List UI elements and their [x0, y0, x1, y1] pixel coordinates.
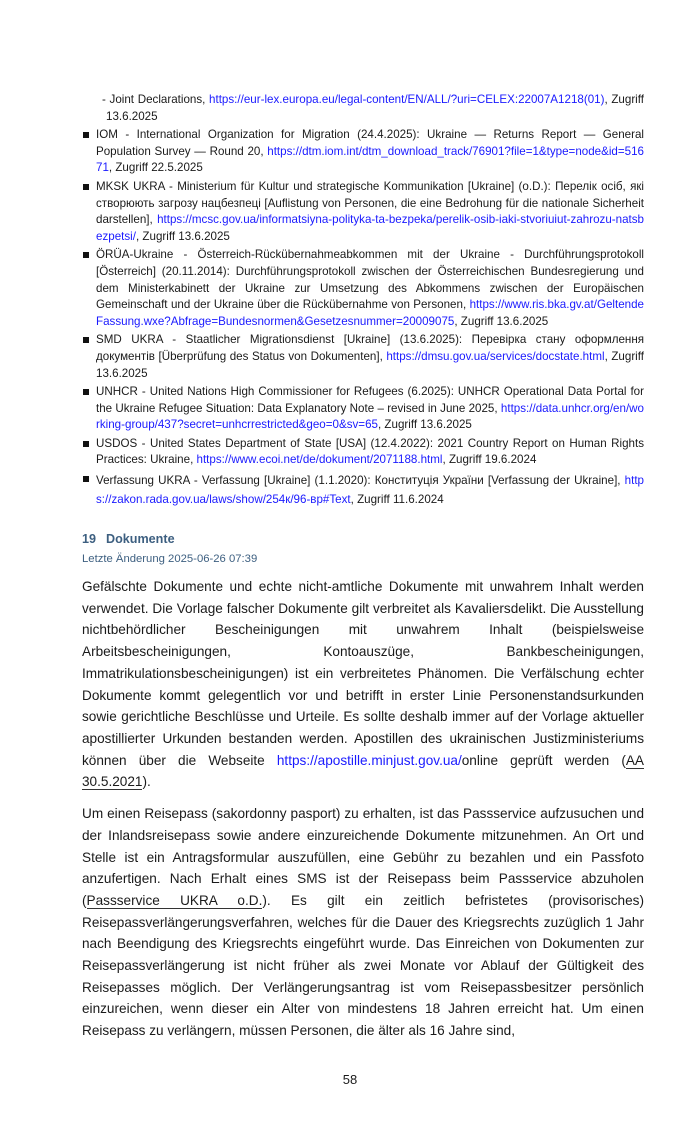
reference-text: - Joint Declarations,: [102, 93, 210, 106]
reference-link[interactable]: https://dmsu.gov.ua/services/docstate.html: [386, 349, 605, 363]
reference-item: [82, 471, 644, 509]
bullet-icon: [83, 337, 89, 343]
reference-link[interactable]: https://eur-lex.europa.eu/legal-content/EN/ALL/?uri=CELEX:22007A1218(01): [209, 93, 605, 106]
paragraph: [82, 576, 644, 793]
reference-text: Verfassung UKRA - Verfassung [Ukraine] (1.1.2020): Конституція України [Verfassung der Ukraine],: [96, 474, 625, 488]
section-title: Dokumente: [106, 532, 175, 547]
section-number: 19: [82, 532, 97, 547]
bullet-icon: [83, 389, 89, 395]
reference-link[interactable]: https://mcsc.gov.ua/informatsiyna-polityka-ta-bezpeka/perelik-osib-iaki-stvoriuiut-zahrozu-natsbezpetsi/: [96, 213, 644, 243]
reference-text: USDOS - United States Department of State [USA] (12.4.2022): 2021 Country Report on Human Rights Practices: Ukraine,: [96, 436, 644, 467]
reference-items: [82, 127, 644, 509]
paragraph-text: Gefälschte Dokumente und echte nicht-amtliche Dokumente mit unwahrem Inhalt werden verwendet. Die Vorlage falscher Dokumente gilt verbreitet als Kavaliersdelikt. Die Ausstellung nichtbehördlicher Bescheinigungen mit unwahrem Inhalt (beispielsweise Arbeitsbescheinigungen, Kontoauszüge, Bankbescheinigungen, Immatrikulationsbescheinigungen) ist ein verbreitetes Phänomen. Die Verfälschung echter Dokumente kommt gelegentlich vor und betrifft in erster Linie Personenstandsurkunden sowie gerichtliche Beschlüsse und Urteile. Es sollte deshalb immer auf der Vorlage aktueller apostillierter Urkunden bestanden werden. Apostillen des ukrainischen Justizministeriums können über die Webseite: [82, 579, 644, 768]
reference-access-date: , Zugriff 13.6.2025: [135, 229, 230, 243]
reference-text: IOM - International Organization for Migration (24.4.2025): Ukraine — Returns Report — General Population Survey — Round 20,: [96, 128, 644, 158]
reference-link[interactable]: https://zakon.rada.gov.ua/laws/show/254к/96-вр#Text: [96, 474, 644, 507]
page-spacer: [82, 1052, 644, 1072]
paragraph-text: online geprüft werden (: [461, 752, 626, 768]
paragraph-text: ). Es gilt ein zeitlich befristetes (provisorisches) Reisepassverlängerungsverfahren, welches für die Dauer des Kriegsrechts zuzüglich 1 Jahr nach Beendigung des Kriegsrechts eingeführt wurde. Das Einreichen von Dokumenten zur Reisepassverlängerung ist nicht früher als zwei Monate vor Ablauf der Gültigkeit des Reisepasses möglich. Der Verlängerungsantrag ist vom Reisepassbesitzer persönlich einzureichen, wenn dieser ein Alter von mindestens 18 Jahren erreicht hat. Um einen Reisepass zu verlängern, müssen Personen, die älter als 16 Jahre sind,: [82, 892, 645, 1039]
reference-text: SMD UKRA - Staatlicher Migrationsdienst [Ukraine] (13.6.2025): Перевірка стану оформлення документів [Überprüfung des Status von Dokumenten],: [96, 333, 644, 363]
bullet-icon: [83, 441, 89, 447]
reference-text: UNHCR - United Nations High Commissioner for Refugees (6.2025): UNHCR Operational Data Portal for the Ukraine Refugee Situation: Data Explanatory Note – revised in June 2025,: [96, 385, 644, 415]
reference-access-date: , Zugriff 11.6.2024: [350, 493, 444, 507]
citation-link[interactable]: Passservice UKRA o.D.: [86, 892, 263, 908]
reference-link[interactable]: https://www.ecoi.net/de/dokument/2071188.html: [196, 453, 443, 467]
reference-item: [82, 384, 644, 434]
reference-access-date: , Zugriff 13.6.2025: [454, 314, 549, 328]
reference-link[interactable]: https://www.ris.bka.gv.at/GeltendeFassung.wxe?Abfrage=Bundesnormen&Gesetzesnummer=20009075: [96, 298, 644, 328]
reference-text: MKSK UKRA - Ministerium für Kultur und strategische Kommunikation [Ukraine] (o.D.): Перелік осіб, які створюють загрозу нацбезпеці [Auflistung von Personen, die eine Bedrohung für die nationale Sicherheit darstellen],: [96, 179, 644, 227]
reference-list: [82, 92, 644, 509]
reference-access-date: , Zugriff 13.6.2025: [377, 418, 472, 432]
apostille-link[interactable]: https://apostille.minjust.gov.ua/: [276, 752, 462, 768]
reference-item: [82, 179, 644, 245]
paragraph-text: Um einen Reisepass (sakordonny pasport) zu erhalten, ist das Passservice aufzusuchen und der Inlandsreisepass sowie andere einzureichende Dokumente mitzunehmen. An Ort und Stelle ist ein Antragsformular auszufüllen, eine Gebühr zu bezahlen und ein Passfoto anzufertigen. Nach Erhalt eines SMS ist der Reisepass beim Passservice abzuholen (: [82, 806, 644, 908]
reference-access-date: , Zugriff 13.6.2025: [106, 93, 644, 123]
paragraph: [82, 803, 644, 1042]
citation-link[interactable]: AA 30.5.2021: [82, 752, 644, 790]
reference-item: [82, 247, 644, 330]
last-changed: Letzte Änderung 2025-06-26 07:39: [82, 553, 258, 566]
bullet-icon: [83, 252, 89, 258]
bullet-icon: [83, 184, 89, 190]
paragraph-text: ).: [142, 774, 151, 790]
reference-access-date: , Zugriff 19.6.2024: [442, 453, 537, 467]
bullet-icon: [83, 476, 89, 482]
reference-item: [82, 436, 644, 469]
reference-link[interactable]: https://data.unhcr.org/en/working-group/437?secret=unhcrrestricted&geo=0&sv=65: [96, 401, 644, 432]
reference-access-date: , Zugriff 22.5.2025: [108, 161, 203, 175]
section-body: [82, 576, 644, 1052]
reference-item: [82, 332, 644, 382]
reference-access-date: , Zugriff 13.6.2025: [96, 349, 644, 380]
bullet-icon: [83, 132, 89, 138]
reference-continuation: [82, 92, 644, 125]
reference-link[interactable]: https://dtm.iom.int/dtm_download_track/76901?file=1&type=node&id=51671: [96, 144, 644, 175]
page-number: 58: [342, 1071, 358, 1087]
section-heading: [82, 531, 644, 547]
reference-text: ÖRÜA-Ukraine - Österreich-Rückübernahmeabkommen mit der Ukraine - Durchführungsprotokoll [Österreich] (20.11.2014): Durchführungsprotokoll zwischen der Österreichischen Bundesregierung und dem Ministerkabinett der Ukraine zur Umsetzung des Abkommens zwischen der Europäischen Gemeinschaft und der Ukraine über die Rückübernahme von Personen,: [96, 248, 644, 312]
reference-item: [82, 127, 644, 177]
